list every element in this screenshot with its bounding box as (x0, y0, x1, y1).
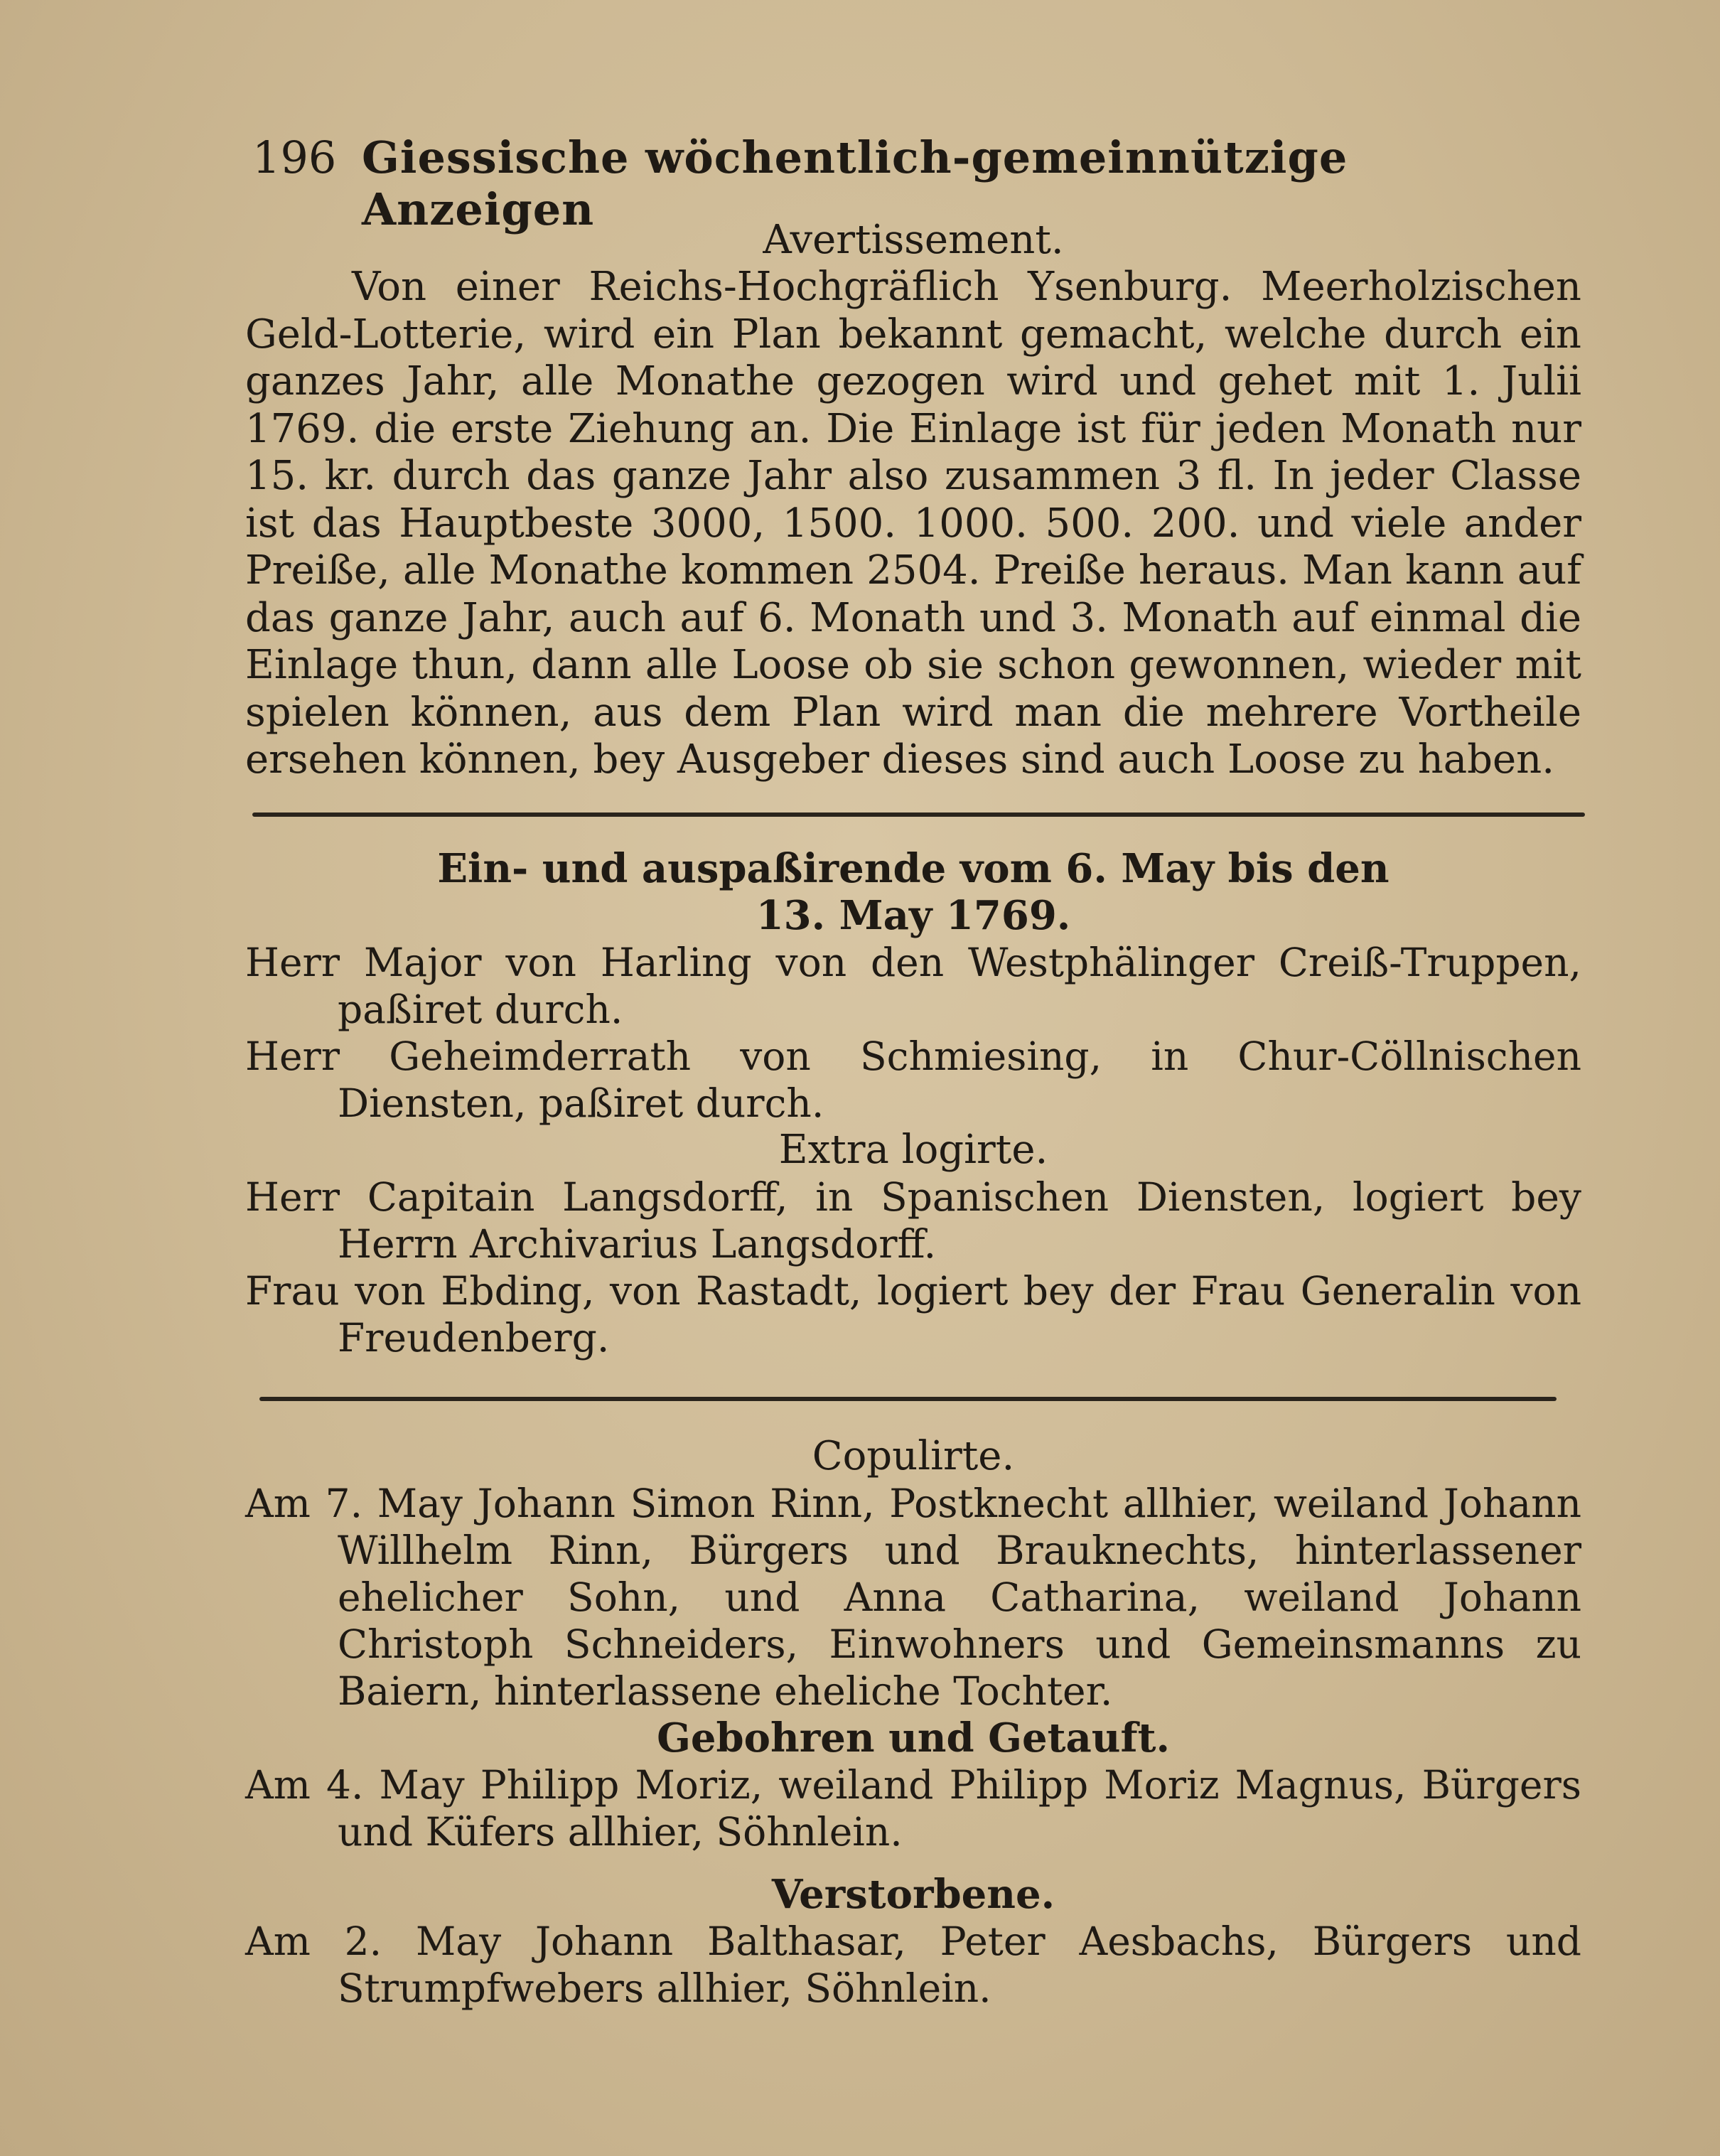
traveller-entry: Herr Geheimderrath von Schmiesing, in Chur-Cöllnischen Diensten, paßiret durch. (245, 1033, 1581, 1126)
publication-title: Giessische wöchentlich-gemeinnützige Anzeigen (361, 132, 1348, 235)
extra-logirte-title: Extra logirte. (778, 1126, 1048, 1173)
divider-rule (252, 812, 1585, 817)
verstorbene-entry: Am 2. May Johann Balthasar, Peter Aesbachs, Bürgers und Strumpfwebers allhier, Söhnlein. (245, 1918, 1581, 2011)
divider-rule (259, 1397, 1557, 1401)
travellers-title-line2: 13. May 1769. (756, 891, 1071, 939)
extra-entry: Herr Capitain Langsdorff, in Spanischen Diensten, logiert bey Herrn Archivarius Langsdorff. (245, 1174, 1581, 1267)
advert-text: Von einer Reichs-Hochgräflich Ysenburg. Meerholzischen Geld-Lotterie, wird ein Plan bekannt gemacht, welche durch ein ganzes Jahr, alle Monathe gezogen wird und gehet mit 1. Julii 1769. die erste Ziehung an. Die Einlage ist für jeden Monath nur 15. kr. durch das ganze Jahr also zusammen 3 fl. In jeder Classe ist das Hauptbeste 3000, 1500. 1000. 500. 200. und viele ander Preiße, alle Monathe kommen 2504. Preiße heraus. Man kann auf das ganze Jahr, auch auf 6. Monath und 3. Monath auf einmal die Einlage thun, dann alle Loose ob sie schon gewonnen, wieder mit spielen können, aus dem Plan wird man die mehrere Vortheile ersehen können, bey Ausgeber dieses sind auch Loose zu haben. (245, 264, 1581, 783)
travellers-section (245, 845, 1581, 1361)
travellers-title-line1: Ein- und auspaßirende vom 6. May bis den (437, 844, 1390, 892)
copulirte-section (245, 1433, 1581, 1715)
verstorbene-title: Verstorbene. (771, 1870, 1055, 1918)
copulirte-title: Copulirte. (812, 1432, 1015, 1479)
page-content (245, 217, 1581, 2012)
gebohren-entry: Am 4. May Philipp Moriz, weiland Philipp Moriz Magnus, Bürgers und Küfers allhier, Söhnlein. (245, 1761, 1581, 1855)
page-number: 196 (252, 132, 337, 183)
extra-entry: Frau von Ebding, von Rastadt, logiert bey der Frau Generalin von Freudenberg. (245, 1267, 1581, 1361)
traveller-entry: Herr Major von Harling von den Westphälinger Creiß-Truppen, paßiret durch. (245, 939, 1581, 1032)
verstorbene-section (245, 1871, 1581, 2012)
gebohren-title: Gebohren und Getauft. (657, 1714, 1170, 1761)
copulirte-entry: Am 7. May Johann Simon Rinn, Postknecht allhier, weiland Johann Willhelm Rinn, Bürgers und Brauknechts, hinterlassener ehelicher Sohn, und Anna Catharina, weiland Johann Christoph Schneiders, Einwohners und Gemeinsmanns zu Baiern, hinterlassene eheliche Tochter. (245, 1480, 1581, 1714)
advert-section (245, 217, 1581, 784)
gebohren-section (245, 1715, 1581, 1855)
advert-title: Avertissement. (763, 217, 1064, 263)
